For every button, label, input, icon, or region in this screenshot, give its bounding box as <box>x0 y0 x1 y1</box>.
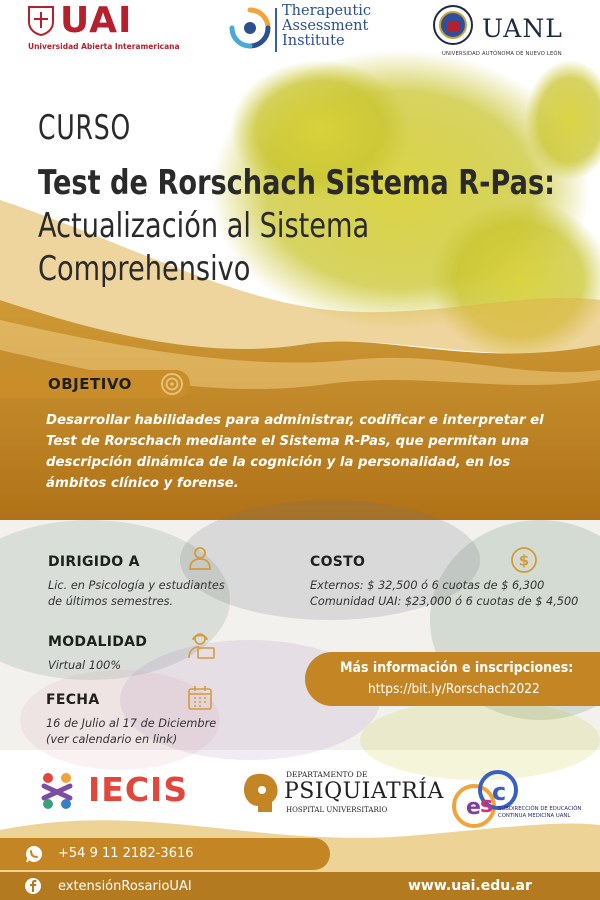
dollar-icon <box>510 546 538 574</box>
svg-text:$: $ <box>518 551 530 570</box>
puzzle-head-icon <box>240 772 282 816</box>
course-kicker: CURSO <box>38 108 132 148</box>
psiquiatria-sub: HOSPITAL UNIVERSITARIO <box>286 806 388 814</box>
fecha-line: 16 de Julio al 17 de Diciembre <box>46 717 217 730</box>
svg-text:e: e <box>466 795 481 820</box>
psiquiatria-name: PSIQUIATRÍA <box>284 779 444 804</box>
calendar-icon <box>186 684 214 712</box>
psiquiatria-top: DEPARTAMENTO DE <box>286 770 368 779</box>
tai-line: Institute <box>282 33 345 49</box>
dirigido-text <box>48 578 225 610</box>
header <box>0 0 600 62</box>
footer-facebook[interactable]: extensiónRosarioUAI <box>58 879 192 894</box>
costo-line: Externos: $ 32,500 ó 6 cuotas de $ 6,300 <box>310 579 545 592</box>
tai-line: Therapeutic <box>282 3 371 19</box>
uanl-name: UANL <box>482 14 563 43</box>
footer-phone[interactable]: +54 9 11 2182-3616 <box>58 846 194 861</box>
tai-logo <box>228 4 388 56</box>
headset-icon <box>186 630 216 660</box>
fecha-text <box>46 716 216 748</box>
uai-shield-icon <box>28 6 54 36</box>
dirigido-line: de últimos semestres. <box>48 595 174 608</box>
svg-text:s: s <box>480 793 494 818</box>
esc-subtitle: SUBDIRECCIÓN DE EDUCACIÓN CONTINUA MEDICINA UANL <box>498 806 582 819</box>
target-icon <box>160 372 184 396</box>
dirigido-line: Lic. en Psicología y estudiantes <box>48 579 225 592</box>
course-title-line: Comprehensivo <box>38 249 251 289</box>
costo-text <box>310 578 578 610</box>
uanl-subtitle: UNIVERSIDAD AUTÓNOMA DE NUEVO LEÓN <box>442 51 562 57</box>
objetivo-text: Desarrollar habilidades para administrar, codificar e interpretar el Test de Rorschach mediante el Sistema R-Pas, que permitan una descripción dinámica de la cognición y la personalidad, en los ámbitos clínico y forense. <box>46 413 544 491</box>
tai-divider <box>275 8 277 52</box>
course-title <box>38 162 566 291</box>
uai-logo <box>28 0 198 56</box>
iecis-logo <box>34 768 204 814</box>
fecha-line: (ver calendario en link) <box>46 733 178 746</box>
course-title-line: Actualización al Sistema <box>38 206 370 246</box>
uai-name: UAI <box>60 0 133 41</box>
footer-website[interactable]: www.uai.edu.ar <box>408 878 532 894</box>
costo-label: COSTO <box>310 554 366 570</box>
psiquiatria-logo <box>240 770 444 820</box>
course-title-line: Test de Rorschach Sistema R-Pas: <box>38 163 556 203</box>
uai-subtitle: Universidad Abierta Interamericana <box>28 42 180 51</box>
iecis-name: IECIS <box>88 770 189 809</box>
uanl-logo <box>432 4 582 60</box>
modalidad-label: MODALIDAD <box>48 634 148 650</box>
fecha-label: FECHA <box>46 692 100 708</box>
tai-mark-icon <box>228 6 272 50</box>
costo-line: Comunidad UAI: $23,000 ó 6 cuotas de $ 4,500 <box>310 595 579 608</box>
esc-logo <box>452 766 582 836</box>
person-icon <box>186 544 214 572</box>
info-heading: Más información e inscripciones: <box>340 660 574 676</box>
dirigido-label: DIRIGIDO A <box>48 554 140 570</box>
modalidad-text: Virtual 100% <box>48 659 122 672</box>
facebook-icon <box>24 877 42 895</box>
whatsapp-icon <box>24 844 44 864</box>
objetivo-label: OBJETIVO <box>48 375 132 393</box>
uanl-seal-icon <box>432 4 474 46</box>
tai-line: Assessment <box>282 18 369 34</box>
svg-text:c: c <box>492 778 507 806</box>
tai-name <box>282 4 371 49</box>
iecis-mark-icon <box>34 770 80 812</box>
info-url-link[interactable]: https://bit.ly/Rorschach2022 <box>368 681 540 697</box>
esc-mark-icon <box>452 766 522 836</box>
